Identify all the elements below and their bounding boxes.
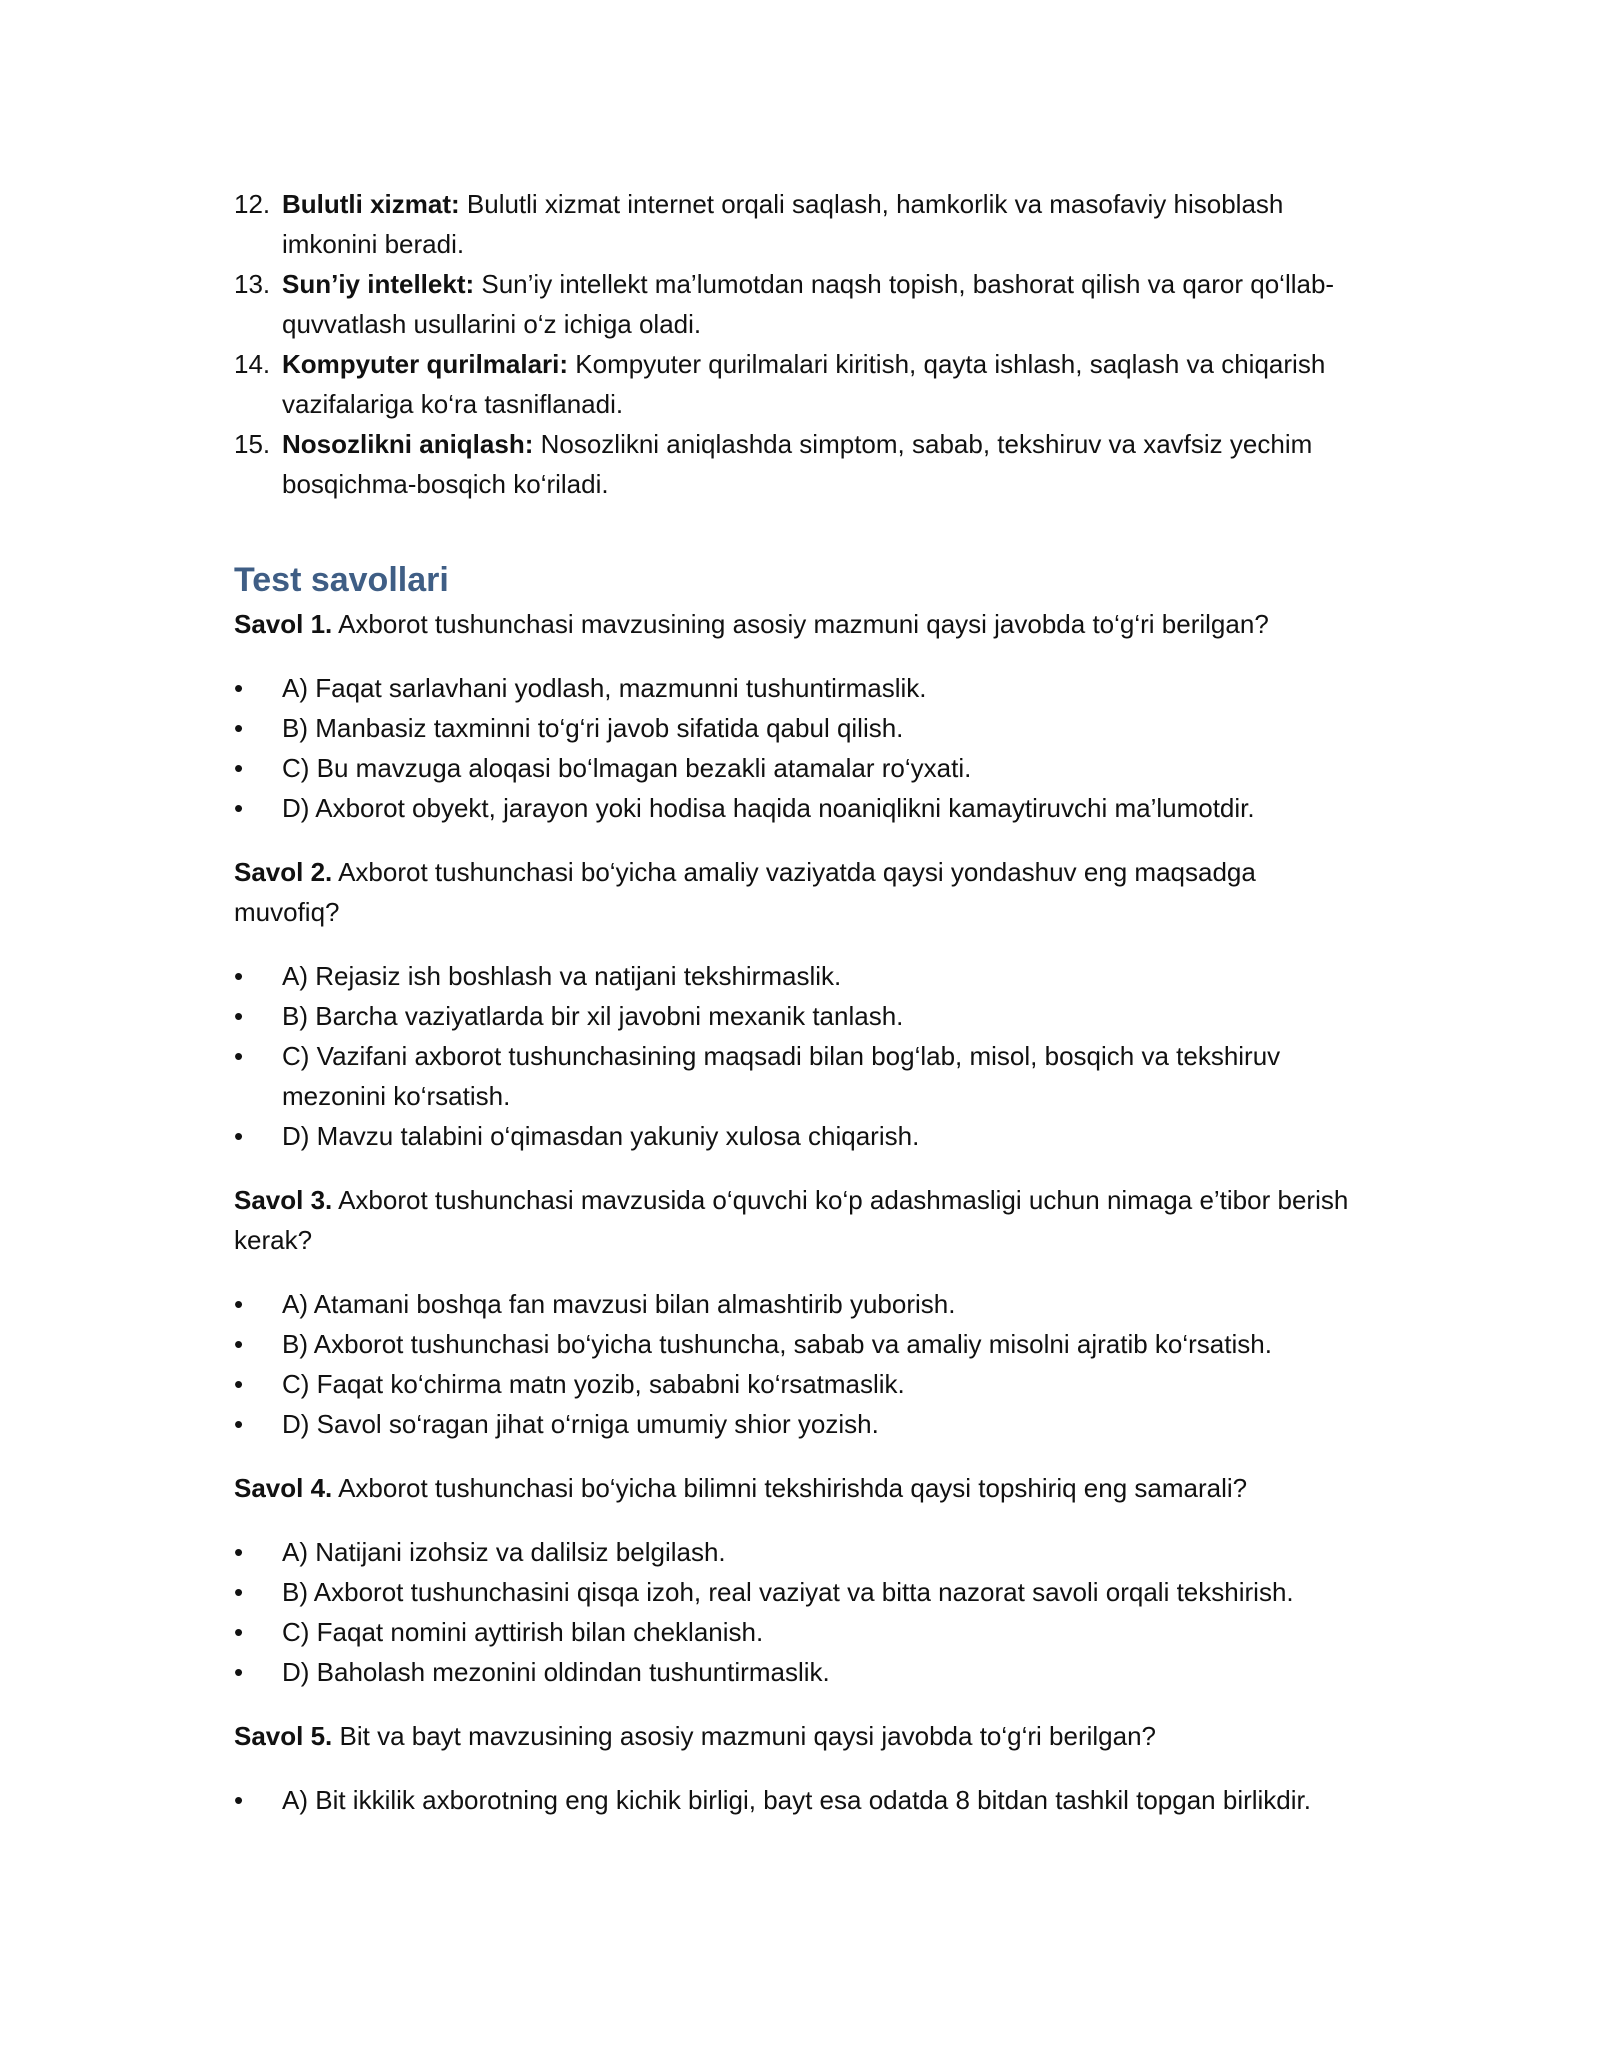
bullet-icon: • — [234, 961, 244, 991]
question-label: Savol 1. — [234, 609, 333, 639]
bullet-icon: • — [234, 1617, 244, 1647]
answer-option — [234, 1612, 1364, 1652]
question-label: Savol 4. — [234, 1473, 333, 1503]
bullet-icon: • — [234, 673, 244, 703]
answer-option — [234, 1652, 1364, 1692]
item-number: 13. — [234, 269, 271, 299]
option-text: C) Faqat nomini ayttirish bilan cheklanish. — [282, 1617, 764, 1647]
item-number: 15. — [234, 429, 271, 459]
numbered-list — [234, 184, 1364, 504]
item-text: Sun’iy intellekt ma’lumotdan naqsh topish, bashorat qilish va qaror qo‘llab-quvvatlash usullarini o‘z ichiga oladi. — [282, 269, 1335, 339]
option-text: C) Faqat ko‘chirma matn yozib, sababni ko‘rsatmaslik. — [282, 1369, 905, 1399]
answer-option — [234, 668, 1364, 708]
item-number: 12. — [234, 189, 271, 219]
list-item — [234, 264, 1364, 344]
answer-option — [234, 748, 1364, 788]
option-text: A) Bit ikkilik axborotning eng kichik birligi, bayt esa odatda 8 bitdan tashkil topgan birlikdir. — [282, 1785, 1311, 1815]
bullet-icon: • — [234, 713, 244, 743]
item-term: Bulutli xizmat: — [282, 189, 460, 219]
bullet-icon: • — [234, 1785, 244, 1815]
answer-option — [234, 1780, 1364, 1820]
list-item — [234, 184, 1364, 264]
bullet-icon: • — [234, 793, 244, 823]
option-text: B) Axborot tushunchasini qisqa izoh, real vaziyat va bitta nazorat savoli orqali tekshirish. — [282, 1577, 1294, 1607]
item-term: Sun’iy intellekt: — [282, 269, 475, 299]
bullet-icon: • — [234, 753, 244, 783]
page-content — [234, 184, 1364, 1844]
list-item — [234, 344, 1364, 424]
answer-options — [234, 668, 1364, 828]
answer-option — [234, 788, 1364, 828]
bullet-icon: • — [234, 1409, 244, 1439]
answer-options — [234, 1780, 1364, 1820]
option-text: D) Savol so‘ragan jihat o‘rniga umumiy shior yozish. — [282, 1409, 879, 1439]
answer-option — [234, 708, 1364, 748]
list-item — [234, 424, 1364, 504]
option-text: A) Natijani izohsiz va dalilsiz belgilash. — [282, 1537, 726, 1567]
bullet-icon: • — [234, 1289, 244, 1319]
option-text: D) Baholash mezonini oldindan tushuntirmaslik. — [282, 1657, 830, 1687]
question-text: Bit va bayt mavzusining asosiy mazmuni qaysi javobda to‘g‘ri berilgan? — [332, 1721, 1157, 1751]
answer-option — [234, 1324, 1364, 1364]
option-text: B) Manbasiz taxminni to‘g‘ri javob sifatida qabul qilish. — [282, 713, 904, 743]
option-text: D) Axborot obyekt, jarayon yoki hodisa haqida noaniqlikni kamaytiruvchi ma’lumotdir. — [282, 793, 1255, 823]
answer-option — [234, 1116, 1364, 1156]
question-text: Axborot tushunchasi bo‘yicha amaliy vaziyatda qaysi yondashuv eng maqsadga muvofiq? — [234, 857, 1256, 927]
answer-option — [234, 996, 1364, 1036]
item-number: 14. — [234, 349, 271, 379]
answer-options — [234, 1532, 1364, 1692]
section-title: Test savollari — [234, 561, 449, 599]
item-term: Nosozlikni aniqlash: — [282, 429, 534, 459]
answer-option — [234, 956, 1364, 996]
item-text: Kompyuter qurilmalari kiritish, qayta ishlash, saqlash va chiqarish vazifalariga ko‘ra tasniflanadi. — [282, 349, 1326, 419]
item-text: Nosozlikni aniqlashda simptom, sabab, tekshiruv va xavfsiz yechim bosqichma-bosqich ko‘riladi. — [282, 429, 1313, 499]
question-text: Axborot tushunchasi mavzusining asosiy mazmuni qaysi javobda to‘g‘ri berilgan? — [332, 609, 1269, 639]
bullet-icon: • — [234, 1537, 244, 1567]
answer-option — [234, 1404, 1364, 1444]
answer-options — [234, 1284, 1364, 1444]
bullet-icon: • — [234, 1329, 244, 1359]
answer-option — [234, 1036, 1364, 1116]
option-text: A) Atamani boshqa fan mavzusi bilan almashtirib yuborish. — [282, 1289, 956, 1319]
question-text: Axborot tushunchasi bo‘yicha bilimni tekshirishda qaysi topshiriq eng samarali? — [332, 1473, 1248, 1503]
item-term: Kompyuter qurilmalari: — [282, 349, 569, 379]
question — [234, 1468, 1364, 1508]
bullet-icon: • — [234, 1001, 244, 1031]
option-text: B) Barcha vaziyatlarda bir xil javobni mexanik tanlash. — [282, 1001, 904, 1031]
question — [234, 852, 1364, 932]
question — [234, 1716, 1364, 1756]
option-text: C) Bu mavzuga aloqasi bo‘lmagan bezakli atamalar ro‘yxati. — [282, 753, 972, 783]
question — [234, 1180, 1364, 1260]
option-text: A) Faqat sarlavhani yodlash, mazmunni tushuntirmaslik. — [282, 673, 927, 703]
question — [234, 604, 1364, 644]
answer-options — [234, 956, 1364, 1156]
option-text: B) Axborot tushunchasi bo‘yicha tushuncha, sabab va amaliy misolni ajratib ko‘rsatish. — [282, 1329, 1272, 1359]
answer-option — [234, 1364, 1364, 1404]
question-label: Savol 5. — [234, 1721, 333, 1751]
bullet-icon: • — [234, 1041, 244, 1071]
answer-option — [234, 1572, 1364, 1612]
option-text: D) Mavzu talabini o‘qimasdan yakuniy xulosa chiqarish. — [282, 1121, 920, 1151]
answer-option — [234, 1284, 1364, 1324]
option-text: C) Vazifani axborot tushunchasining maqsadi bilan bog‘lab, misol, bosqich va tekshiruv mezonini ko‘rsatish. — [282, 1041, 1281, 1111]
answer-option — [234, 1532, 1364, 1572]
bullet-icon: • — [234, 1369, 244, 1399]
bullet-icon: • — [234, 1121, 244, 1151]
bullet-icon: • — [234, 1577, 244, 1607]
item-text: Bulutli xizmat internet orqali saqlash, hamkorlik va masofaviy hisoblash imkonini beradi. — [282, 189, 1284, 259]
option-text: A) Rejasiz ish boshlash va natijani tekshirmaslik. — [282, 961, 842, 991]
question-label: Savol 3. — [234, 1185, 333, 1215]
question-text: Axborot tushunchasi mavzusida o‘quvchi ko‘p adashmasligi uchun nimaga e’tibor berish kerak? — [234, 1185, 1349, 1255]
bullet-icon: • — [234, 1657, 244, 1687]
question-label: Savol 2. — [234, 857, 333, 887]
